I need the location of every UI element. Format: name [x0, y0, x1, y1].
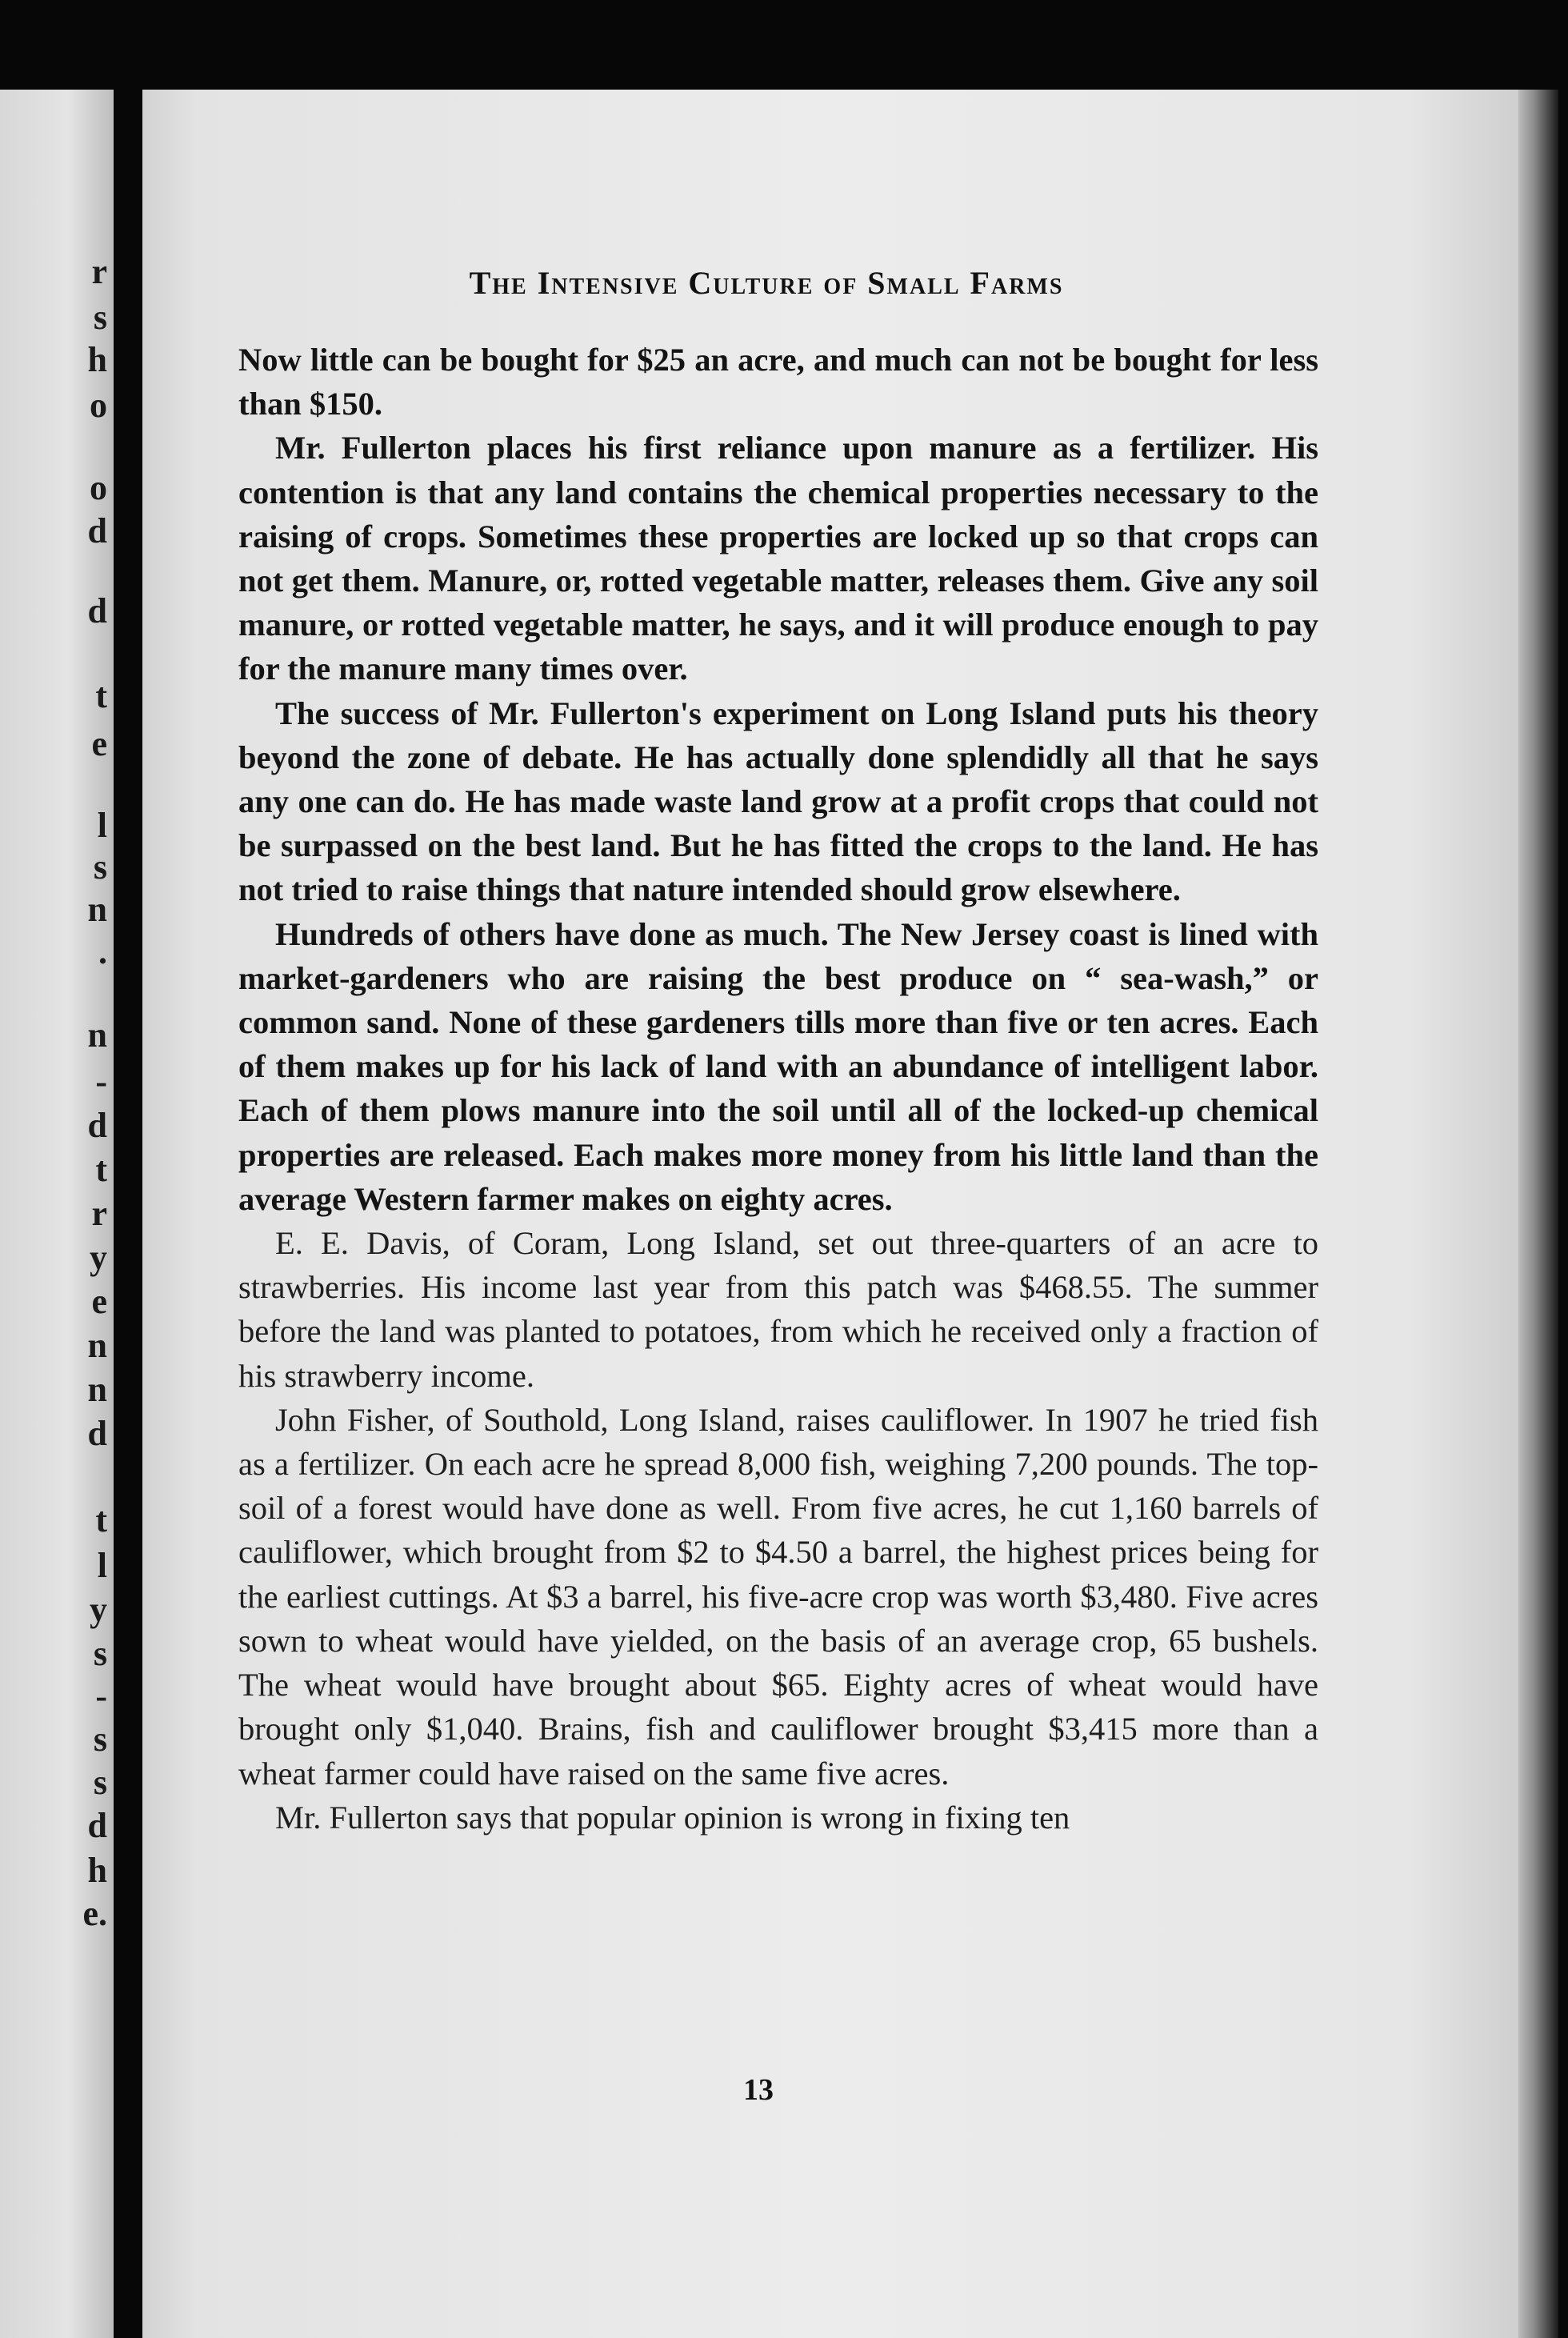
- left-page-fragment-char: r: [91, 252, 107, 291]
- paragraph-2: Mr. Fullerton places his first reliance upon manure as a fertilizer. His contention is that any land contains the chemical properties necessary to the raising of crops. Sometimes these properties are locked up so that crops can not get them. Manure, or, rotted vegetable matter, releases them. Give any soil manure, or rotted vegetable matter, he says, and it will produce enough to pay for the manure many times over.: [238, 430, 1318, 687]
- left-page-fragment-char: h: [87, 340, 107, 379]
- left-page-fragment-char: s: [93, 1634, 107, 1673]
- left-page-fragment-char: d: [87, 1806, 107, 1845]
- paragraph-1: Now little can be bought for $25 an acre, and much can not be bought for less than $150.: [238, 342, 1318, 422]
- left-page-fragment-char: s: [93, 847, 107, 887]
- left-page-fragment-char: o: [90, 468, 107, 507]
- left-page-fragment-char: y: [90, 1590, 107, 1629]
- left-page-fragment-char: t: [95, 1500, 107, 1539]
- left-page-fragment-char: n: [87, 1326, 107, 1365]
- left-page-fragment-char: n: [87, 1015, 107, 1055]
- left-page-fragment-char: s: [93, 298, 107, 337]
- left-page-fragment-char: n: [87, 1370, 107, 1409]
- left-page-fragment-char: -: [95, 1062, 107, 1101]
- book-page: [142, 90, 1518, 2338]
- left-page-fragment-char: e: [91, 724, 107, 763]
- left-page-fragment-char: -: [95, 1676, 107, 1715]
- left-page-fragment-char: l: [97, 1546, 107, 1585]
- running-head: The Intensive Culture of Small Farms: [469, 265, 1064, 301]
- left-page-fragment-char: s: [93, 1763, 107, 1802]
- left-page-fragment-char: t: [95, 1150, 107, 1189]
- paragraph-5: E. E. Davis, of Coram, Long Island, set out three-quarters of an acre to strawberries. His income last year from this patch was $468.55. The summer before the land was planted to potatoes, from which he received only a fraction of his strawberry income.: [238, 1225, 1318, 1394]
- left-page-fragment-char: d: [87, 591, 107, 631]
- left-page-fragment-char: s: [93, 1719, 107, 1759]
- paragraph-3: The success of Mr. Fullerton's experiment on Long Island puts his theory beyond the zone of debate. He has actually done splendidly all that he says any one can do. He has made waste land grow at a profit crops that could not be surpassed on the best land. But he has fitted the crops to the land. He has not tried to raise things that nature intended should grow elsewhere.: [238, 695, 1318, 908]
- left-page-fragment-char: .: [98, 932, 107, 971]
- left-page-fragment-char: n: [87, 890, 107, 929]
- left-page-fragment-char: h: [87, 1851, 107, 1890]
- left-page-fragment-char: r: [91, 1194, 107, 1233]
- paragraph-6: John Fisher, of Southold, Long Island, raises cauliflower. In 1907 he tried fish as a fertilizer. On each acre he spread 8,000 fish, weighing 7,200 pounds. The top-soil of a forest would have done as well. From five acres, he cut 1,160 barrels of cauliflower, which brought from $2 to $4.50 a barrel, the highest prices being for the earliest cuttings. At $3 a barrel, his five-acre crop was worth $3,480. Five acres sown to wheat would have yielded, on the basis of an average crop, 65 bushels. The wheat would have brought about $65. Eighty acres of wheat would have brought only $1,040. Brains, fish and cauliflower brought $3,415 more than a wheat farmer could have raised on the same five acres.: [238, 1401, 1318, 1792]
- left-page-fragment-char: t: [95, 676, 107, 715]
- paragraph-4: Hundreds of others have done as much. The New Jersey coast is lined with market-gardeners who are raising the best produce on “ sea-wash,” or common sand. None of these gardeners tills more than five or ten acres. Each of them makes up for his lack of land with an abundance of intelligent labor. Each of them plows manure into the soil until all of the locked-up chemical properties are released. Each makes more money from his little land than the average Western farmer makes on eighty acres.: [238, 915, 1318, 1217]
- left-page-fragment-char: d: [87, 1106, 107, 1145]
- page-edge-shadow: [1518, 90, 1558, 2338]
- left-page-fragment-char: e: [91, 1282, 107, 1321]
- left-page-fragment: [0, 90, 114, 2338]
- left-page-fragment-char: l: [97, 806, 107, 845]
- body-text: [238, 338, 1318, 1840]
- page-number: 13: [743, 2073, 774, 2107]
- left-page-fragment-char: o: [90, 386, 107, 425]
- left-page-fragment-char: y: [90, 1238, 107, 1277]
- left-page-fragment-char: e.: [82, 1894, 107, 1933]
- left-page-fragment-char: d: [87, 511, 107, 550]
- paragraph-7: Mr. Fullerton says that popular opinion is wrong in fixing ten: [275, 1799, 1070, 1836]
- left-page-fragment-char: d: [87, 1414, 107, 1453]
